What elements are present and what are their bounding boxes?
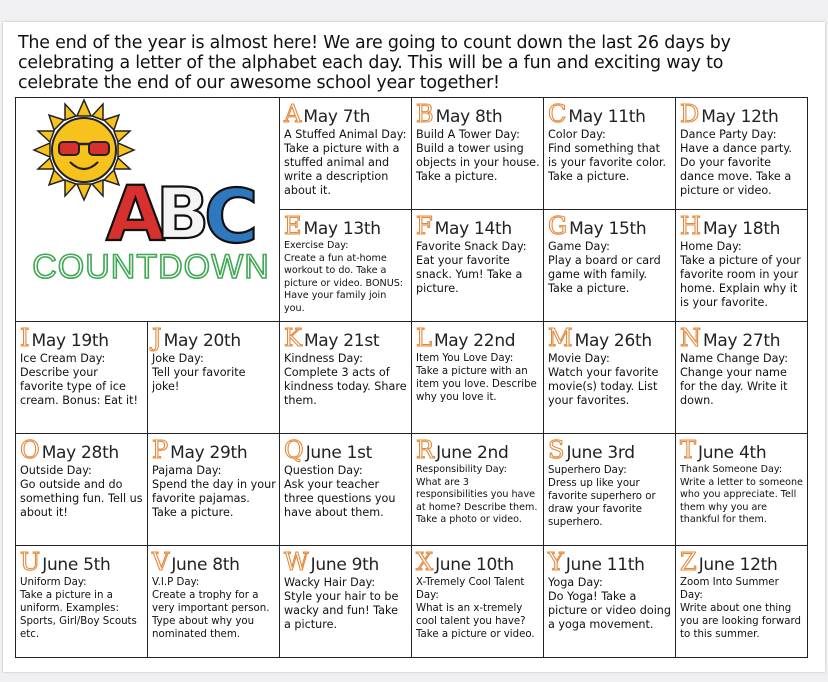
day-cell-t (676, 434, 808, 546)
day-description: Spend the day in your favorite pajamas. Take a picture. (152, 478, 276, 519)
day-title: Wacky Hair Day: (284, 576, 376, 589)
day-title: Name Change Day: (680, 352, 788, 365)
day-letter: V (152, 548, 170, 576)
day-letter: D (680, 100, 700, 128)
day-letter: E (284, 212, 302, 240)
day-description: What are 3 responsibilities you have at home? Describe them. Take a photo or video. (416, 476, 538, 525)
day-cell-h (676, 210, 808, 322)
day-description: What is an x-tremely cool talent you have? Take a picture or video. (416, 603, 535, 640)
day-date: May 29th (170, 443, 248, 463)
day-letter: Q (284, 436, 304, 464)
day-title: Item You Love Day: (416, 353, 514, 364)
day-cell-r (412, 434, 544, 546)
day-date: May 18th (702, 219, 781, 239)
abc-letter-b: B (156, 173, 210, 255)
day-title: V.I.P Day: (152, 577, 200, 588)
day-title: Superhero Day: (548, 465, 627, 476)
day-cell-k (280, 322, 412, 434)
day-title: Home Day: (680, 240, 742, 253)
day-description: Take a picture with an item you love. Describe why you love it. (416, 366, 537, 403)
abc-countdown-graphic (16, 98, 280, 322)
day-title: Outside Day: (20, 464, 92, 477)
day-cell-b (412, 98, 544, 210)
day-description: Style your hair to be wacky and fun! Take a picture. (284, 590, 399, 631)
day-cell-d (676, 98, 808, 210)
day-letter: Z (680, 548, 697, 576)
day-letter: O (20, 436, 40, 464)
day-letter: H (680, 212, 701, 240)
day-letter: J (152, 324, 162, 352)
day-title: Build A Tower Day: (416, 128, 520, 141)
day-cell-p (148, 434, 280, 546)
day-title: Zoom Into Summer Day: (680, 577, 779, 601)
day-letter: M (548, 324, 573, 352)
day-letter: U (20, 548, 41, 576)
day-letter: R (416, 436, 435, 464)
day-cell-z (676, 546, 808, 658)
day-description: Watch your favorite movie(s) today. List your favorites. (548, 366, 659, 407)
day-title: Favorite Snack Day: (416, 240, 527, 253)
day-cell-c (544, 98, 676, 210)
abc-letter-a: A (106, 169, 165, 258)
day-cell-u (16, 546, 148, 658)
day-cell-l (412, 322, 544, 434)
day-cell-s (544, 434, 676, 546)
day-letter: C (548, 100, 567, 128)
day-cell-i (16, 322, 148, 434)
day-letter: X (416, 548, 434, 576)
day-description: Find something that is your favorite color. Take a picture. (548, 142, 667, 183)
day-date: June 12th (698, 555, 778, 575)
day-title: Kindness Day: (284, 352, 363, 365)
day-letter: P (152, 436, 169, 464)
intro-paragraph: The end of the year is almost here! We are going to count down the last 26 days by celebrating a letter of the alphabet each day. This will be a fun and exciting way to celebrate the end of our awesome school year together! (18, 33, 731, 93)
day-title: Color Day: (548, 128, 606, 141)
day-cell-n (676, 322, 808, 434)
day-letter: L (416, 324, 432, 352)
day-description: Complete 3 acts of kindness today. Share them. (284, 366, 407, 407)
day-date: May 26th (574, 331, 652, 351)
day-cell-y (544, 546, 676, 658)
day-description: Dress up like your favorite superhero or draw your favorite superhero. (548, 478, 656, 528)
day-description: Change your name for the day. Write it down. (680, 366, 788, 407)
day-date: May 27th (703, 331, 781, 351)
day-description: Create a trophy for a very important person. Type about why you nominated them. (152, 590, 270, 640)
day-letter: F (416, 212, 433, 240)
day-cell-j (148, 322, 280, 434)
day-description: Take a picture in a uniform. Examples: Sports, Girl/Boy Scouts etc. (20, 590, 137, 640)
day-title: Question Day: (284, 464, 363, 477)
day-date: June 10th (435, 555, 514, 575)
day-date: May 7th (303, 107, 371, 127)
day-title: Ice Cream Day: (20, 352, 106, 365)
sun-sunglasses-icon (16, 98, 280, 322)
day-letter: G (548, 212, 568, 240)
day-date: May 19th (31, 331, 109, 351)
day-description: Take a picture with a stuffed animal and write a description about it. (284, 142, 400, 197)
day-cell-w (280, 546, 412, 658)
day-cell-q (280, 434, 412, 546)
day-title: Thank Someone Day: (680, 464, 783, 475)
day-date: May 21st (303, 331, 380, 351)
day-description: Ask your teacher three questions you have about them. (284, 478, 396, 519)
countdown-calendar-grid (15, 97, 808, 658)
day-description: Write a letter to someone who you appreciate. Tell them why you are thankful for them. (680, 476, 803, 525)
day-title: X-Tremely Cool Talent Day: (416, 577, 525, 601)
day-date: May 13th (303, 219, 381, 239)
day-cell-x (412, 546, 544, 658)
day-title: Responsibility Day: (416, 464, 507, 475)
day-cell-o (16, 434, 148, 546)
day-title: Yoga Day: (548, 576, 603, 589)
abc-letter-c: C (204, 174, 259, 260)
day-cell-g (544, 210, 676, 322)
day-letter: Y (548, 548, 564, 576)
day-title: Joke Day: (152, 352, 204, 365)
day-letter: B (416, 100, 434, 128)
day-date: May 22nd (433, 331, 516, 351)
day-cell-e (280, 210, 412, 322)
day-date: June 2nd (436, 443, 509, 463)
day-cell-f (412, 210, 544, 322)
day-date: June 9th (310, 555, 379, 575)
day-letter: W (284, 548, 309, 576)
day-cell-m (544, 322, 676, 434)
day-letter: S (548, 436, 565, 464)
day-date: June 3rd (566, 443, 635, 463)
day-date: May 12th (701, 107, 779, 127)
day-date: May 28th (41, 443, 119, 463)
day-title: A Stuffed Animal Day: (284, 128, 407, 141)
day-date: June 5th (42, 555, 111, 575)
day-date: June 1st (305, 443, 373, 463)
day-cell-v (148, 546, 280, 658)
day-description: Create a fun at-home workout to do. Take a picture or video. BONUS: Have your family join you. (284, 252, 404, 314)
window-top-strip (0, 0, 828, 22)
day-description: Build a tower using objects in your house. Take a picture. (416, 142, 540, 183)
day-title: Exercise Day: (284, 240, 349, 251)
day-description: Write about one thing you are looking forward to this summer. (680, 603, 801, 640)
day-description: Play a board or card game with family. Take a picture. (548, 254, 661, 295)
day-description: Eat your favorite snack. Yum! Take a picture. (416, 254, 523, 295)
day-date: May 15th (569, 219, 647, 239)
day-date: May 14th (434, 219, 512, 239)
day-date: May 20th (163, 331, 241, 351)
day-letter: T (680, 436, 697, 464)
day-description: Have a dance party. Do your favorite dance move. Take a picture or video. (680, 142, 792, 197)
day-date: June 4th (698, 443, 767, 463)
day-description: Go outside and do something fun. Tell us about it! (20, 478, 143, 519)
day-letter: I (20, 324, 30, 352)
day-letter: A (284, 100, 302, 128)
day-date: June 11th (565, 555, 645, 575)
day-title: Movie Day: (548, 352, 610, 365)
day-title: Pajama Day: (152, 464, 222, 477)
day-description: Tell your favorite joke! (152, 366, 246, 393)
day-title: Uniform Day: (20, 577, 87, 588)
day-letter: N (680, 324, 701, 352)
day-description: Do Yoga! Take a picture or video doing a yoga movement. (548, 590, 671, 631)
day-date: June 8th (171, 555, 240, 575)
day-cell-a (280, 98, 412, 210)
day-date: May 8th (435, 107, 503, 127)
day-title: Dance Party Day: (680, 128, 777, 141)
day-letter: K (284, 324, 302, 352)
countdown-wordmark: COUNTDOWN (32, 248, 270, 286)
day-title: Game Day: (548, 240, 610, 253)
day-description: Describe your favorite type of ice cream. Bonus: Eat it! (20, 366, 138, 407)
day-date: May 11th (568, 107, 646, 127)
day-description: Take a picture of your favorite room in your home. Explain why it is your favorite. (680, 254, 801, 309)
